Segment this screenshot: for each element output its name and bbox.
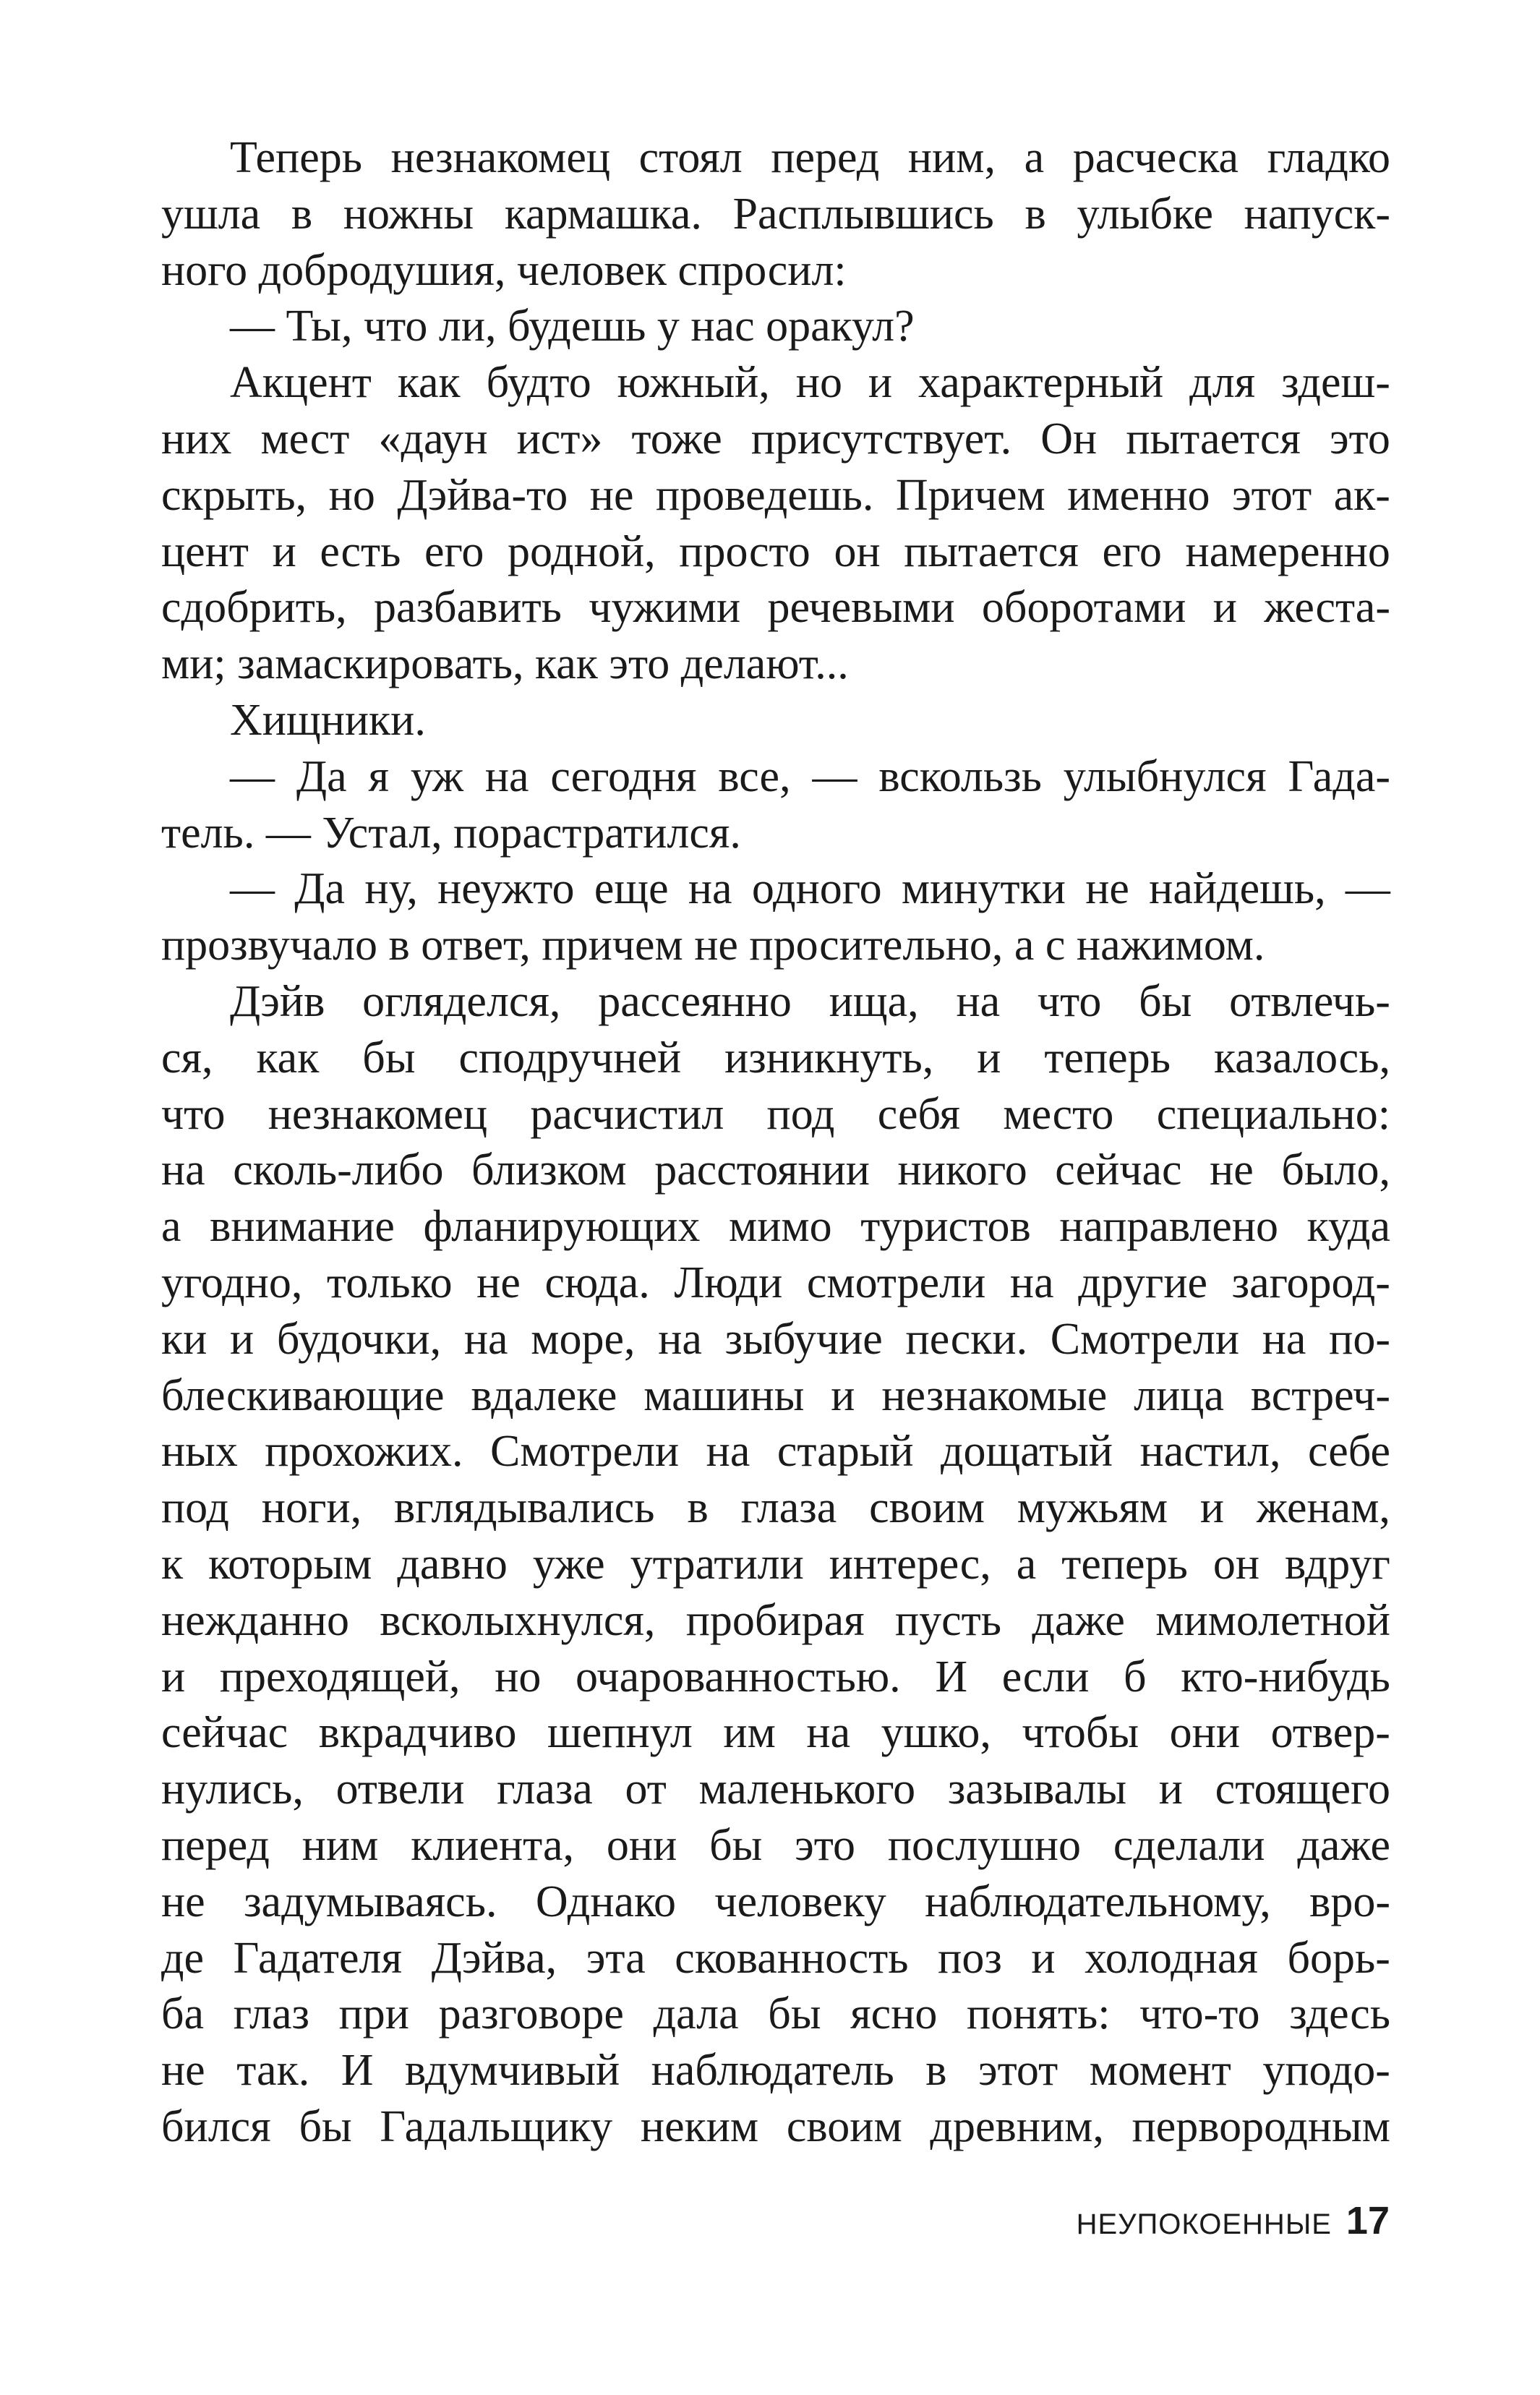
text-line-content: не задумываясь. Однако человеку наблюдательному, вро- <box>161 1877 1390 1926</box>
text-line-content: к которым давно уже утратили интерес, а теперь он вдруг <box>161 1539 1390 1589</box>
text-line-content: Теперь незнакомец стоял перед ним, а расческа гладко <box>230 133 1390 182</box>
text-line <box>161 1312 1390 1368</box>
text-line-content: ся, как бы сподручней изникнуть, и теперь казалось, <box>161 1033 1390 1083</box>
text-line <box>161 636 1390 693</box>
text-line <box>161 693 1390 749</box>
text-line-content: скрыть, но Дэйва-то не проведешь. Причем именно этот ак- <box>161 470 1390 520</box>
text-line <box>161 1818 1390 1874</box>
text-line-content: угодно, только не сюда. Люди смотрели на другие загород- <box>161 1258 1390 1307</box>
text-line-content: нежданно всколыхнулся, пробирая пусть даже мимолетной <box>161 1595 1390 1645</box>
text-line <box>161 130 1390 187</box>
page-footer <box>0 2198 1390 2243</box>
text-line-content: а внимание фланирующих мимо туристов направлено куда <box>161 1202 1390 1252</box>
text-line <box>161 2043 1390 2099</box>
text-line <box>161 468 1390 524</box>
text-line-content: ного добродушия, человек спросил: <box>161 245 847 295</box>
text-line <box>161 411 1390 468</box>
text-line-content: сейчас вкрадчиво шепнул им на ушко, чтобы они отвер- <box>161 1708 1390 1758</box>
text-line <box>161 974 1390 1030</box>
text-line <box>161 1649 1390 1706</box>
text-line-content: тель. — Устал, порастратился. <box>161 808 741 858</box>
text-line-content: де Гадателя Дэйва, эта скованность поз и холодная борь- <box>161 1933 1390 1983</box>
text-line-content: ба глаз при разговоре дала бы ясно понять: что-то здесь <box>161 1989 1390 2039</box>
text-line-content: на сколь-либо близком расстоянии никого сейчас не было, <box>161 1145 1390 1195</box>
text-line <box>161 1030 1390 1087</box>
text-line <box>161 806 1390 862</box>
text-line <box>161 1424 1390 1480</box>
text-line <box>161 1705 1390 1762</box>
text-line <box>161 1368 1390 1425</box>
text-line-content: и преходящей, но очарованностью. И если б кто-нибудь <box>161 1652 1390 1702</box>
text-line <box>161 1762 1390 1818</box>
text-line <box>161 918 1390 974</box>
text-line <box>161 1986 1390 2043</box>
text-line <box>161 1255 1390 1312</box>
text-line-content: не так. И вдумчивый наблюдатель в этот момент уподо- <box>161 2046 1390 2096</box>
text-line <box>161 524 1390 581</box>
text-line-content: блескивающие вдалеке машины и незнакомые лица встреч- <box>161 1370 1390 1420</box>
text-line <box>161 1087 1390 1143</box>
text-line-content: под ноги, вглядывались в глаза своим мужьям и женам, <box>161 1483 1390 1533</box>
text-line-content: — Да ну, неужто еще на одного минутки не найдешь, — <box>230 864 1390 914</box>
text-line <box>161 187 1390 243</box>
text-line-content: ных прохожих. Смотрели на старый дощатый настил, себе <box>161 1427 1390 1477</box>
text-line <box>161 2099 1390 2156</box>
text-line-content: — Ты, что ли, будешь у нас оракул? <box>230 302 915 351</box>
running-title: НЕУПОКОЕННЫЕ <box>1076 2208 1332 2240</box>
text-line <box>161 861 1390 918</box>
text-line-content: бился бы Гадальщику неким своим древним, первородным <box>161 2101 1390 2151</box>
text-line-content: перед ним клиента, они бы это послушно сделали даже <box>161 1820 1390 1870</box>
text-line <box>161 299 1390 355</box>
text-line-content: — Да я уж на сегодня все, — вскользь улыбнулся Гада- <box>230 751 1390 801</box>
text-line <box>161 243 1390 299</box>
text-line-content: Дэйв огляделся, рассеянно ища, на что бы отвлечь- <box>230 976 1390 1026</box>
text-line-content: Хищники. <box>230 695 426 745</box>
text-line-content: цент и есть его родной, просто он пытается его намеренно <box>161 526 1390 576</box>
text-line <box>161 1537 1390 1593</box>
text-line <box>161 1480 1390 1537</box>
text-line-content: нулись, отвели глаза от маленького зазывалы и стоящего <box>161 1764 1390 1814</box>
text-line-content: Акцент как будто южный, но и характерный для здеш- <box>230 358 1390 408</box>
body-text <box>161 130 1390 2156</box>
text-line <box>161 1931 1390 1987</box>
text-line <box>161 355 1390 411</box>
text-line-content: ушла в ножны кармашка. Расплывшись в улыбке напуск- <box>161 189 1390 239</box>
text-line-content: что незнакомец расчистил под себя место специально: <box>161 1089 1390 1139</box>
text-line <box>161 749 1390 806</box>
text-line <box>161 1143 1390 1199</box>
text-line-content: них мест «даун ист» тоже присутствует. Он пытается это <box>161 414 1390 464</box>
text-line <box>161 580 1390 636</box>
text-line-content: прозвучало в ответ, причем не просительно, а с нажимом. <box>161 921 1265 970</box>
text-line <box>161 1874 1390 1931</box>
page-number: 17 <box>1346 2199 1390 2242</box>
text-line-content: ки и будочки, на море, на зыбучие пески. Смотрели на по- <box>161 1314 1390 1364</box>
text-line-content: сдобрить, разбавить чужими речевыми оборотами и жеста- <box>161 583 1390 633</box>
text-line <box>161 1593 1390 1649</box>
text-line-content: ми; замаскировать, как это делают... <box>161 639 849 689</box>
text-line <box>161 1199 1390 1255</box>
